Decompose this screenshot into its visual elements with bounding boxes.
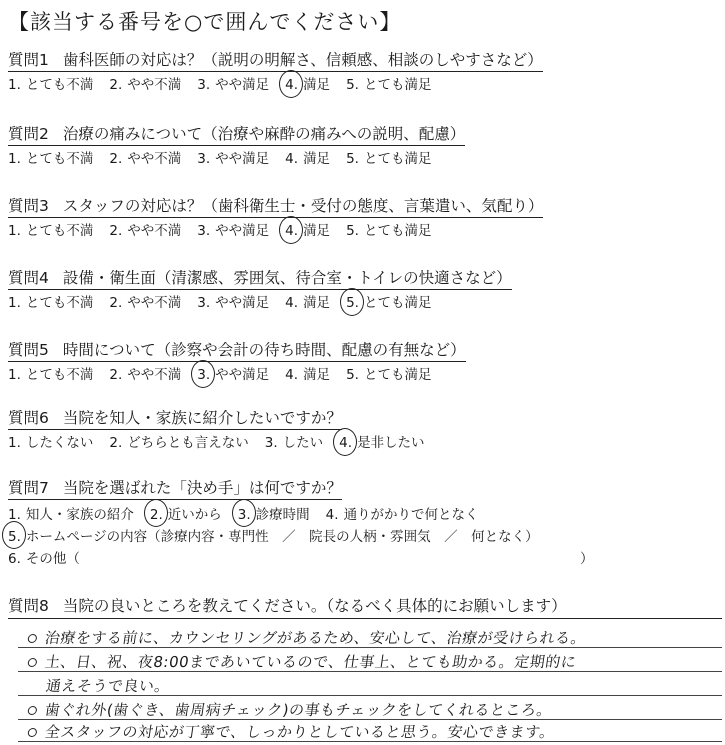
question-heading [8,478,342,500]
option-number: 3. [197,295,211,311]
question-heading [8,196,543,218]
option-number: 4. [339,435,353,451]
question-8 [8,596,722,741]
answer-text: 土、日、祝、夜8:00まであいているので、仕事上、とても助かる。定期的に [43,653,578,671]
option-2[interactable] [109,433,248,453]
option-text: やや不満 [127,151,182,167]
option-4[interactable] [285,365,330,385]
option-3[interactable] [197,365,269,385]
option-number: 2. [109,151,123,167]
option-4[interactable] [326,504,479,526]
option-number: 4. [285,367,299,383]
option-number: 1. [8,295,21,311]
handwritten-answer-line [27,699,554,720]
question-7 [8,478,594,570]
option-text: 満足 [303,77,331,93]
question-text: 時間について（診察や会計の待ち時間、配慮の有無など） [62,341,466,359]
answer-text: 歯ぐれ外(歯ぐき、歯周病チェック)の事もチェックをしてくれるところ。 [43,701,554,719]
question-1 [8,50,543,95]
option-2[interactable] [150,504,222,526]
handwritten-answer-line [27,651,578,672]
question-5 [8,340,466,385]
option-number: 1. [8,223,21,239]
option-number: 3. [197,77,211,93]
question-number: 質問2 [8,125,49,143]
option-text: やや不満 [127,223,182,239]
option-number: 1. [8,77,21,93]
option-4[interactable] [339,433,424,453]
option-row-1 [8,504,555,526]
options [8,221,543,241]
option-text: やや不満 [127,367,182,383]
option-text: とても満足 [363,151,432,167]
option-1[interactable] [8,504,134,526]
option-text: とても不満 [25,295,94,311]
option-5[interactable] [346,293,431,313]
option-3[interactable] [197,75,269,95]
option-4[interactable] [285,293,330,313]
question-text: 当院を知人・家族に紹介したいですか？ [62,409,342,427]
bullet-icon [27,634,37,643]
question-text: 設備・衛生面（清潔感、雰囲気、待合室・トイレの快適さなど） [62,269,512,287]
option-text: 近いから [167,507,222,523]
option-text: 通りがかりで何となく [343,507,479,523]
option-number: 2. [150,504,163,526]
option-text: やや満足 [215,151,270,167]
option-number: 2. [109,295,123,311]
handwritten-answer-line [45,675,172,696]
question-heading [8,268,512,290]
options [8,504,594,570]
option-6[interactable] [8,548,80,570]
answer-area [8,618,722,743]
question-heading [8,408,342,430]
option-3[interactable] [197,293,269,313]
option-text: やや満足 [215,223,270,239]
question-text: 当院の良いところを教えてください。（なるべく具体的にお願いします） [62,597,567,615]
option-text: 診療時間 [255,507,310,523]
options [8,293,512,313]
option-number: 3. [197,151,211,167]
option-text: 満足 [303,223,331,239]
option-number: 5. [346,295,359,311]
option-text: その他（ [25,551,80,567]
option-text: 知人・家族の紹介 [25,507,134,523]
option-4[interactable] [285,221,330,241]
option-text: とても満足 [363,295,432,311]
option-text: したい [282,435,324,451]
option-number: 3. [197,367,211,383]
option-text: とても満足 [363,223,432,239]
option-number: 1. [8,367,21,383]
question-heading [8,50,543,72]
option-text: やや不満 [127,77,182,93]
option-text: とても不満 [25,77,94,93]
option-1[interactable] [8,149,93,169]
option-number: 2. [109,435,123,451]
option-2[interactable] [109,75,181,95]
option-text: やや不満 [127,295,182,311]
option-5[interactable] [346,365,431,385]
question-text: 当院を選ばれた「決め手」は何ですか？ [62,479,342,497]
question-4 [8,268,512,313]
option-text: 是非したい [357,435,425,451]
option-text: とても不満 [25,367,94,383]
options [8,365,466,385]
question-heading [8,124,465,146]
bullet-icon [27,658,37,667]
option-number: 5. [346,223,359,239]
option-5[interactable] [346,75,431,95]
option-4[interactable] [285,149,330,169]
option-number: 2. [109,223,123,239]
option-3[interactable] [265,433,323,453]
answer-text: 全スタッフの対応が丁寧で、しっかりとしていると思う。安心できます。 [43,723,557,741]
handwritten-answer-line [27,721,557,742]
option-number: 2. [109,367,123,383]
option-2[interactable] [109,149,181,169]
option-text: やや満足 [215,367,270,383]
option-number: 4. [285,151,299,167]
question-number: 質問6 [8,409,49,427]
option-1[interactable] [8,293,93,313]
option-1[interactable] [8,365,93,385]
option-text: 満足 [303,367,331,383]
option-5[interactable] [346,149,431,169]
option-1[interactable] [8,221,93,241]
question-heading [8,340,466,362]
question-2 [8,124,465,169]
option-number: 3. [238,504,251,526]
option-2[interactable] [109,365,181,385]
option-text: ホームページの内容（診療内容・専門性 ／ 院長の人柄・雰囲気 ／ 何となく） [25,529,539,545]
option-text: とても満足 [363,77,432,93]
option-number: 5. [8,526,21,548]
option-number: 5. [346,77,359,93]
question-text: 歯科医師の対応は？（説明の明解さ、信頼感、相談のしやすさなど） [62,51,543,69]
option-number: 3. [264,435,278,451]
option-number: 6. [8,551,21,567]
option-number: 1. [8,151,21,167]
option-text: したくない [25,435,94,451]
option-number: 4. [325,507,339,523]
question-heading [8,596,567,617]
option-number: 4. [285,295,299,311]
option-text: とても不満 [25,151,94,167]
option-2[interactable] [109,221,181,241]
option-row-2 [8,526,555,548]
question-number: 質問5 [8,341,49,359]
question-text: スタッフの対応は？（歯科衛生士・受付の態度、言葉遣い、気配り） [62,197,544,215]
option-number: 5. [346,151,359,167]
option-4[interactable] [285,75,330,95]
option-number: 3. [197,223,211,239]
answer-text: 治療をする前に、カウンセリングがあるため、安心して、治療が受けられる。 [43,629,588,647]
option-3[interactable] [197,149,269,169]
bullet-icon [27,706,37,715]
option-text: やや満足 [215,77,270,93]
options [8,433,441,453]
option-text: どちらとも言えない [127,435,249,451]
option-number: 1. [8,435,21,451]
option-text: やや満足 [215,295,270,311]
question-6 [8,408,441,453]
option-5[interactable] [8,526,539,548]
other-close-paren: ） [580,551,594,567]
question-text: 治療の痛みについて（治療や麻酔の痛みへの説明、配慮） [62,125,466,143]
option-number: 4. [285,77,299,93]
question-number: 質問3 [8,197,49,215]
option-number: 4. [285,223,299,239]
bullet-icon [27,728,37,737]
option-number: 1. [8,507,21,523]
option-number: 5. [346,367,359,383]
option-text: 満足 [303,151,331,167]
option-number: 2. [109,77,123,93]
option-text: 満足 [303,295,331,311]
question-number: 質問1 [8,51,49,69]
question-number: 質問7 [8,479,49,497]
page-title: 【該当する番号を○で囲んでください】 [8,10,402,34]
options [8,149,465,169]
option-text: とても満足 [363,367,432,383]
option-1[interactable] [8,75,93,95]
option-1[interactable] [8,433,93,453]
question-number: 質問4 [8,269,49,287]
options [8,75,543,95]
option-text: とても不満 [25,223,94,239]
option-2[interactable] [109,293,181,313]
answer-text: 通えそうで良い。 [44,677,172,695]
option-5[interactable] [346,221,431,241]
option-3[interactable] [197,221,269,241]
question-3 [8,196,543,241]
option-row-3 [8,548,594,570]
handwritten-answer-line [27,627,588,648]
question-number: 質問8 [8,597,49,615]
option-3[interactable] [238,504,310,526]
